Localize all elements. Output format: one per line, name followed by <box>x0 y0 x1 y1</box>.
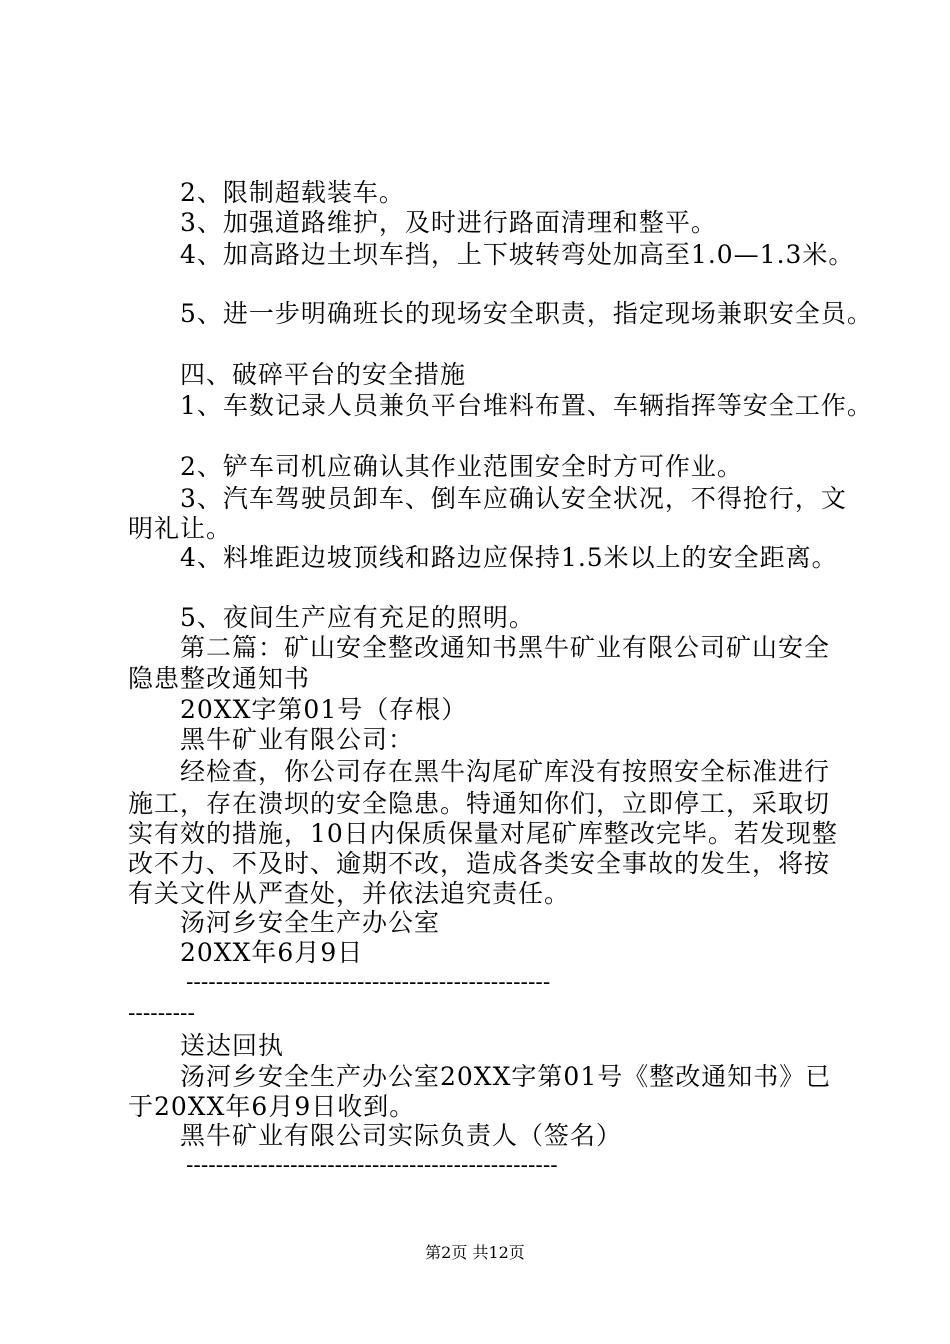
list-item-continuation: 明礼让。 <box>128 514 233 543</box>
list-item: 2、限制超载装车。 <box>180 178 405 207</box>
list-item: 2、铲车司机应确认其作业范围安全时方可作业。 <box>180 452 743 481</box>
list-item: 5、夜间生产应有充足的照明。 <box>180 603 535 632</box>
chapter-title-continuation: 隐患整改通知书 <box>128 664 311 693</box>
body-paragraph: 有关文件从严查处，并依法追究责任。 <box>128 879 571 908</box>
page-footer: 第2页 共12页 <box>425 1243 525 1262</box>
list-item: 3、加强道路维护，及时进行路面清理和整平。 <box>180 208 717 237</box>
divider-line: ------------------------------------------------- <box>186 970 551 995</box>
list-item: 4、加高路边土坝车挡，上下坡转弯处加高至1.0—1.3米。 <box>180 240 855 269</box>
list-item: 1、车数记录人员兼负平台堆料布置、车辆指挥等安全工作。 <box>180 391 873 420</box>
divider-line-continuation: --------- <box>128 1001 195 1026</box>
body-paragraph: 经检查，你公司存在黑牛沟尾矿库没有按照安全标准进行 <box>180 757 831 786</box>
list-item: 3、汽车驾驶员卸车、倒车应确认安全状况，不得抢行，文 <box>180 484 847 513</box>
body-paragraph: 施工，存在溃坝的安全隐患。特通知你们，立即停工，采取切 <box>128 789 831 818</box>
body-paragraph: 实有效的措施，10日内保质保量对尾矿库整改完毕。若发现整 <box>128 819 838 848</box>
list-item: 5、进一步明确班长的现场安全职责，指定现场兼职安全员。 <box>180 299 873 328</box>
receipt-text: 汤河乡安全生产办公室20XX字第01号《整改通知书》已 <box>180 1062 832 1091</box>
list-item: 4、料堆距边坡顶线和路边应保持1.5米以上的安全距离。 <box>180 543 838 572</box>
receipt-text-continuation: 于20XX年6月9日收到。 <box>128 1092 416 1121</box>
document-number: 20XX字第01号（存根） <box>180 695 468 724</box>
issuer: 汤河乡安全生产办公室 <box>180 908 441 937</box>
issue-date: 20XX年6月9日 <box>180 938 364 967</box>
addressee: 黑牛矿业有限公司： <box>180 725 415 754</box>
signature-line: 黑牛矿业有限公司实际负责人（签名） <box>180 1121 623 1150</box>
divider-line: -------------------------------------------------- <box>186 1153 558 1178</box>
chapter-title: 第二篇：矿山安全整改通知书黑牛矿业有限公司矿山安全 <box>180 633 831 662</box>
body-paragraph: 改不力、不及时、逾期不改，造成各类安全事故的发生，将按 <box>128 849 831 878</box>
section-heading: 四、破碎平台的安全措施 <box>180 360 467 389</box>
receipt-heading: 送达回执 <box>180 1031 285 1060</box>
